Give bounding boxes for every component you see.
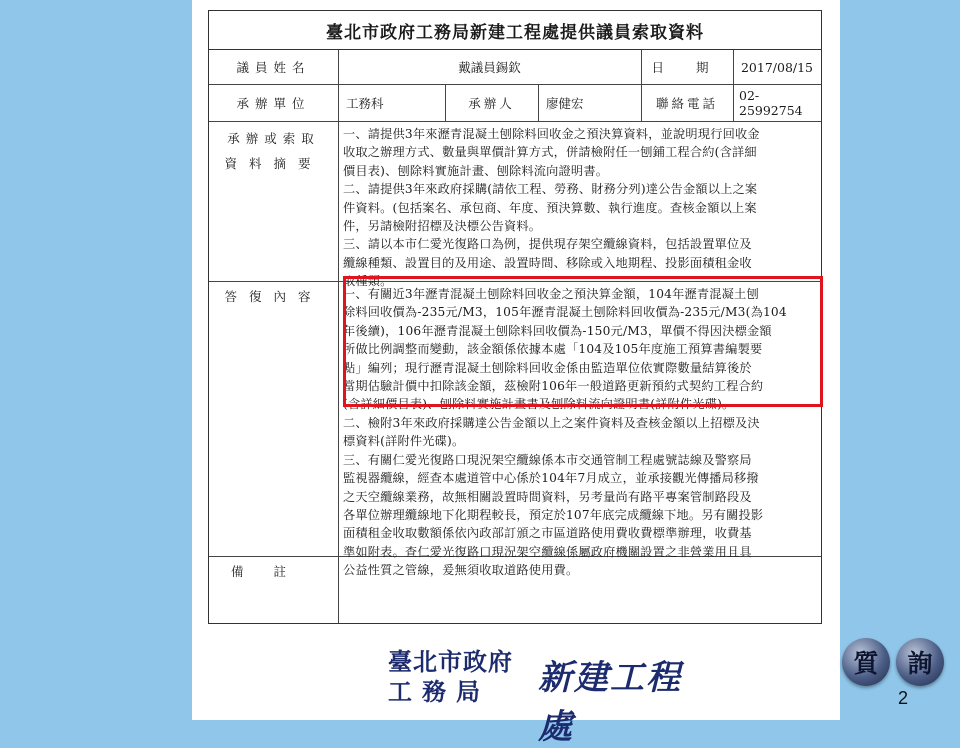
row-divider xyxy=(209,121,821,122)
label-request-summary-line1: 承辦或索取 xyxy=(227,131,320,146)
value-councilor-name: 戴議員錫欽 xyxy=(458,60,521,75)
document-title: 臺北市政府工務局新建工程處提供議員索取資料 xyxy=(209,11,821,50)
page-number: 2 xyxy=(898,688,909,708)
value-handler: 廖健宏 xyxy=(546,95,584,111)
label-phone: 聯絡電話 xyxy=(655,95,718,111)
label-councilor-name: 議員姓名 xyxy=(236,60,311,75)
label-date: 日 期 xyxy=(651,60,723,75)
value-date: 2017/08/15 xyxy=(740,59,814,75)
reply-highlighted-text: 一、有關近3年瀝青混凝土刨除料回收金之預決算金額，104年瀝青混凝土刨 除料回收價為-235元/M3，105年瀝青混凝土刨除料回收價為-235元/M3(為104 年後續)，106年瀝青混凝土刨除料回收價為-150元/M3，單價不得因決標金額 所做比例調整而變動，該金額係依據本處「104及105年度施工預算書編製要 點」編列；現行瀝青混凝土刨除料回收金係由監造單位依實際數量結算後於 當期估驗計價中扣除該金額，茲檢附106年一般道路更新預約式契約工程合約 (含詳細價目表)、刨除料實施計畫書及刨除料流向證明書(詳附件光碟)。 xyxy=(343,287,787,412)
label-handling-unit: 承辦單位 xyxy=(236,95,311,111)
logo-line-3: 新建工程處 xyxy=(538,658,682,747)
inquiry-badge-1: 質 xyxy=(842,638,890,686)
label-remarks: 備註 xyxy=(230,564,316,579)
label-request-summary-line2: 資料摘要 xyxy=(224,156,323,171)
label-reply: 答復內容 xyxy=(224,289,323,304)
inquiry-badge-2: 詢 xyxy=(896,638,944,686)
logo-line-1: 臺北市政府 xyxy=(388,647,513,676)
reply-rest-text: 二、檢附3年來政府採購達公告金額以上之案件資料及查核金額以上招標及決 標資料(詳附件光碟)。 三、有關仁愛光復路口現況架空纜線係本市交通管制工程處號誌線及警察局 監視器纜線，經查本處道管中心係於104年7月成立，並承接觀光傳播局移撥 之天空纜線業務，故無相關設置時間資料，另考量尚有路平專案管制路段及 各單位辦理纜線地下化期程較長，預定於107年底完成纜線下地。另有關投影 面積租金收取數額係依內政部訂頒之市區道路使用費收費標準辦理，收費基 準如附表。查仁愛光復路口現況架空纜線係屬政府機關設置之非營業用且具 公益性質之管線，爰無須收取道路使用費。 xyxy=(343,416,764,578)
label-handler: 承辦人 xyxy=(468,95,515,111)
agency-logo xyxy=(388,640,708,747)
column-divider xyxy=(338,50,339,623)
column-divider xyxy=(538,84,539,121)
highlight-box xyxy=(343,276,823,407)
logo-line-2: 工務局 xyxy=(388,677,490,706)
value-phone: 02- 25992754 xyxy=(739,87,803,118)
value-handling-unit: 工務科 xyxy=(346,95,384,111)
request-summary-text: 一、請提供3年來瀝青混凝土刨除料回收金之預決算資料，並說明現行回收金 收取之辦理方式、數量與單價計算方式，併請檢附任一刨鋪工程合約(含詳細 價目表)、刨除料實施計畫、刨除料流向證明書。 二、請提供3年來政府採購(請依工程、勞務、財務分列)達公告金額以上之案 件資料。(包括案名、承包商、年度、預決算數、執行進度。查核金額以上案 件，另請檢附招標及決標公告資料。 三、請以本市仁愛光復路口為例，提供現存架空纜線資料，包括設置單位及 纜線種類、設置目的及用途、設置時間、移除或入地期程、投影面積租金收 取種類。 xyxy=(343,127,760,289)
